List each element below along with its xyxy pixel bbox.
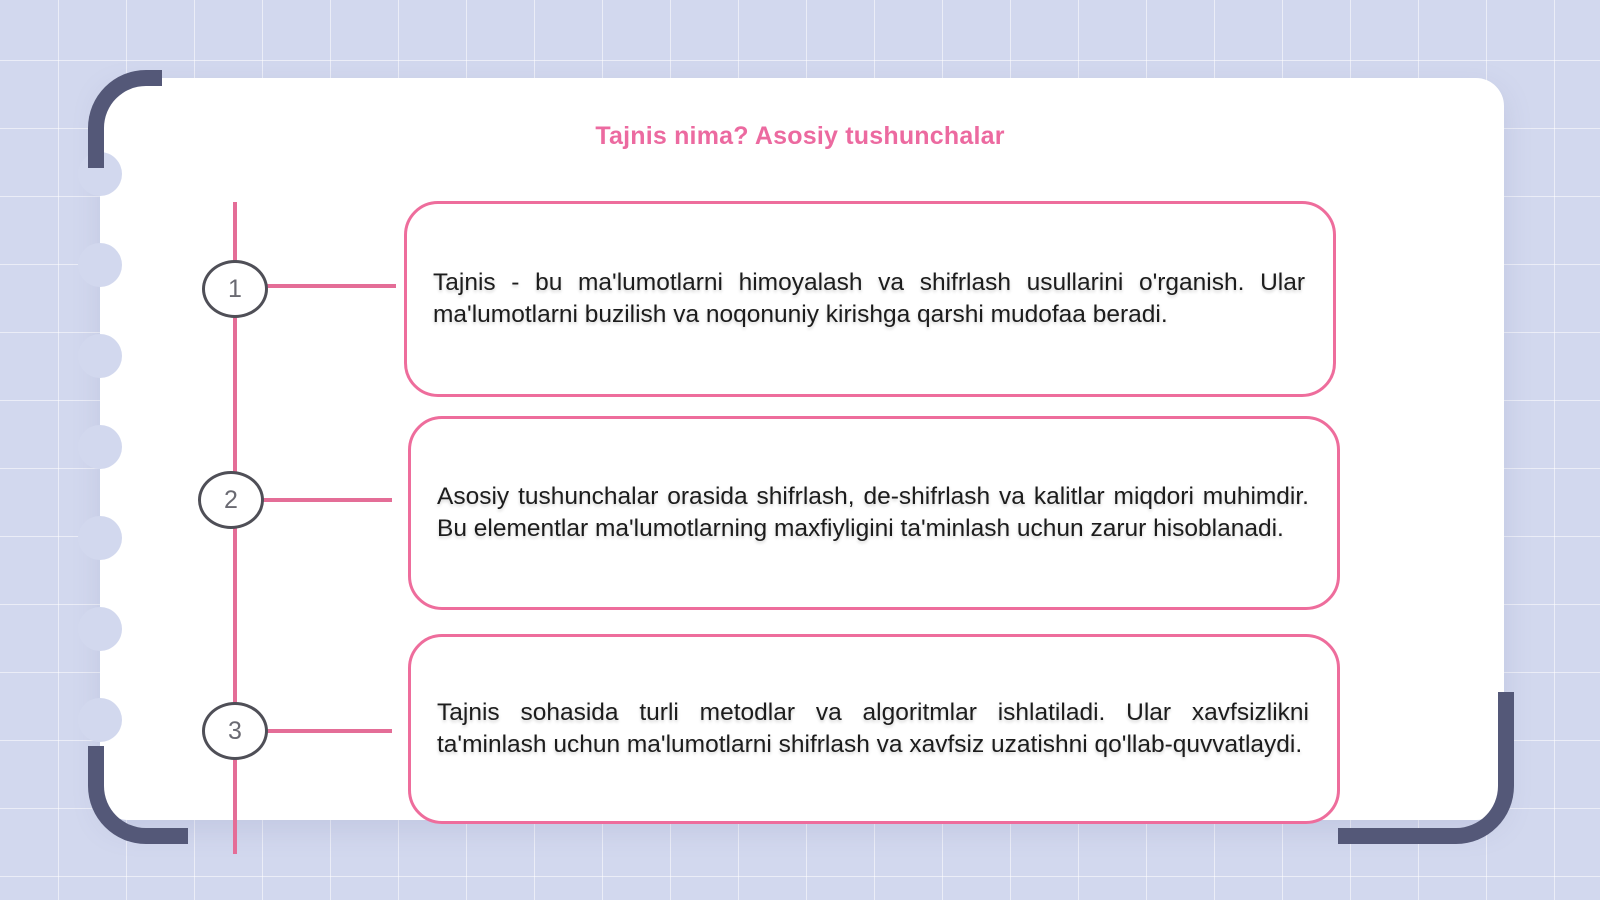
timeline-connector-2 (258, 498, 392, 502)
timeline-node-3: 3 (202, 702, 268, 760)
card-scallop-notch (78, 425, 122, 469)
info-box-2-text: Asosiy tushunchalar orasida shifrlash, de-shifrlash va kalitlar miqdori muhimdir. Bu elementlar ma'lumotlarning maxfiyligini ta'minlash uchun zarur hisoblanadi. (437, 483, 1309, 542)
info-box-1-text: Tajnis - bu ma'lumotlarni himoyalash va shifrlash usullarini o'rganish. Ular ma'lumotlarni buzilish va noqonuniy kirishga qarshi mudofaa beradi. (433, 269, 1305, 328)
card-scallop-notch (78, 334, 122, 378)
info-box-3-text: Tajnis sohasida turli metodlar va algoritmlar ishlatiladi. Ular xavfsizlikni ta'minlash uchun ma'lumotlarni shifrlash va xavfsiz uzatishni qo'llab-quvvatlaydi. (437, 699, 1309, 758)
card-scallop-notch (78, 607, 122, 651)
timeline-connector-1 (262, 284, 396, 288)
slide-title: Tajnis nima? Asosiy tushunchalar (595, 122, 1005, 150)
timeline-node-2: 2 (198, 471, 264, 529)
timeline-connector-3 (262, 729, 392, 733)
corner-bracket-bottom-left (88, 746, 188, 844)
info-box-3 (408, 634, 1340, 824)
card-scallop-notch (78, 516, 122, 560)
info-box-1 (404, 201, 1336, 397)
corner-bracket-bottom-right (1338, 692, 1514, 844)
card-scallop-notch (78, 243, 122, 287)
corner-bracket-top-left (88, 70, 162, 168)
card-scallop-notch (78, 698, 122, 742)
info-box-2 (408, 416, 1340, 610)
timeline-node-1: 1 (202, 260, 268, 318)
